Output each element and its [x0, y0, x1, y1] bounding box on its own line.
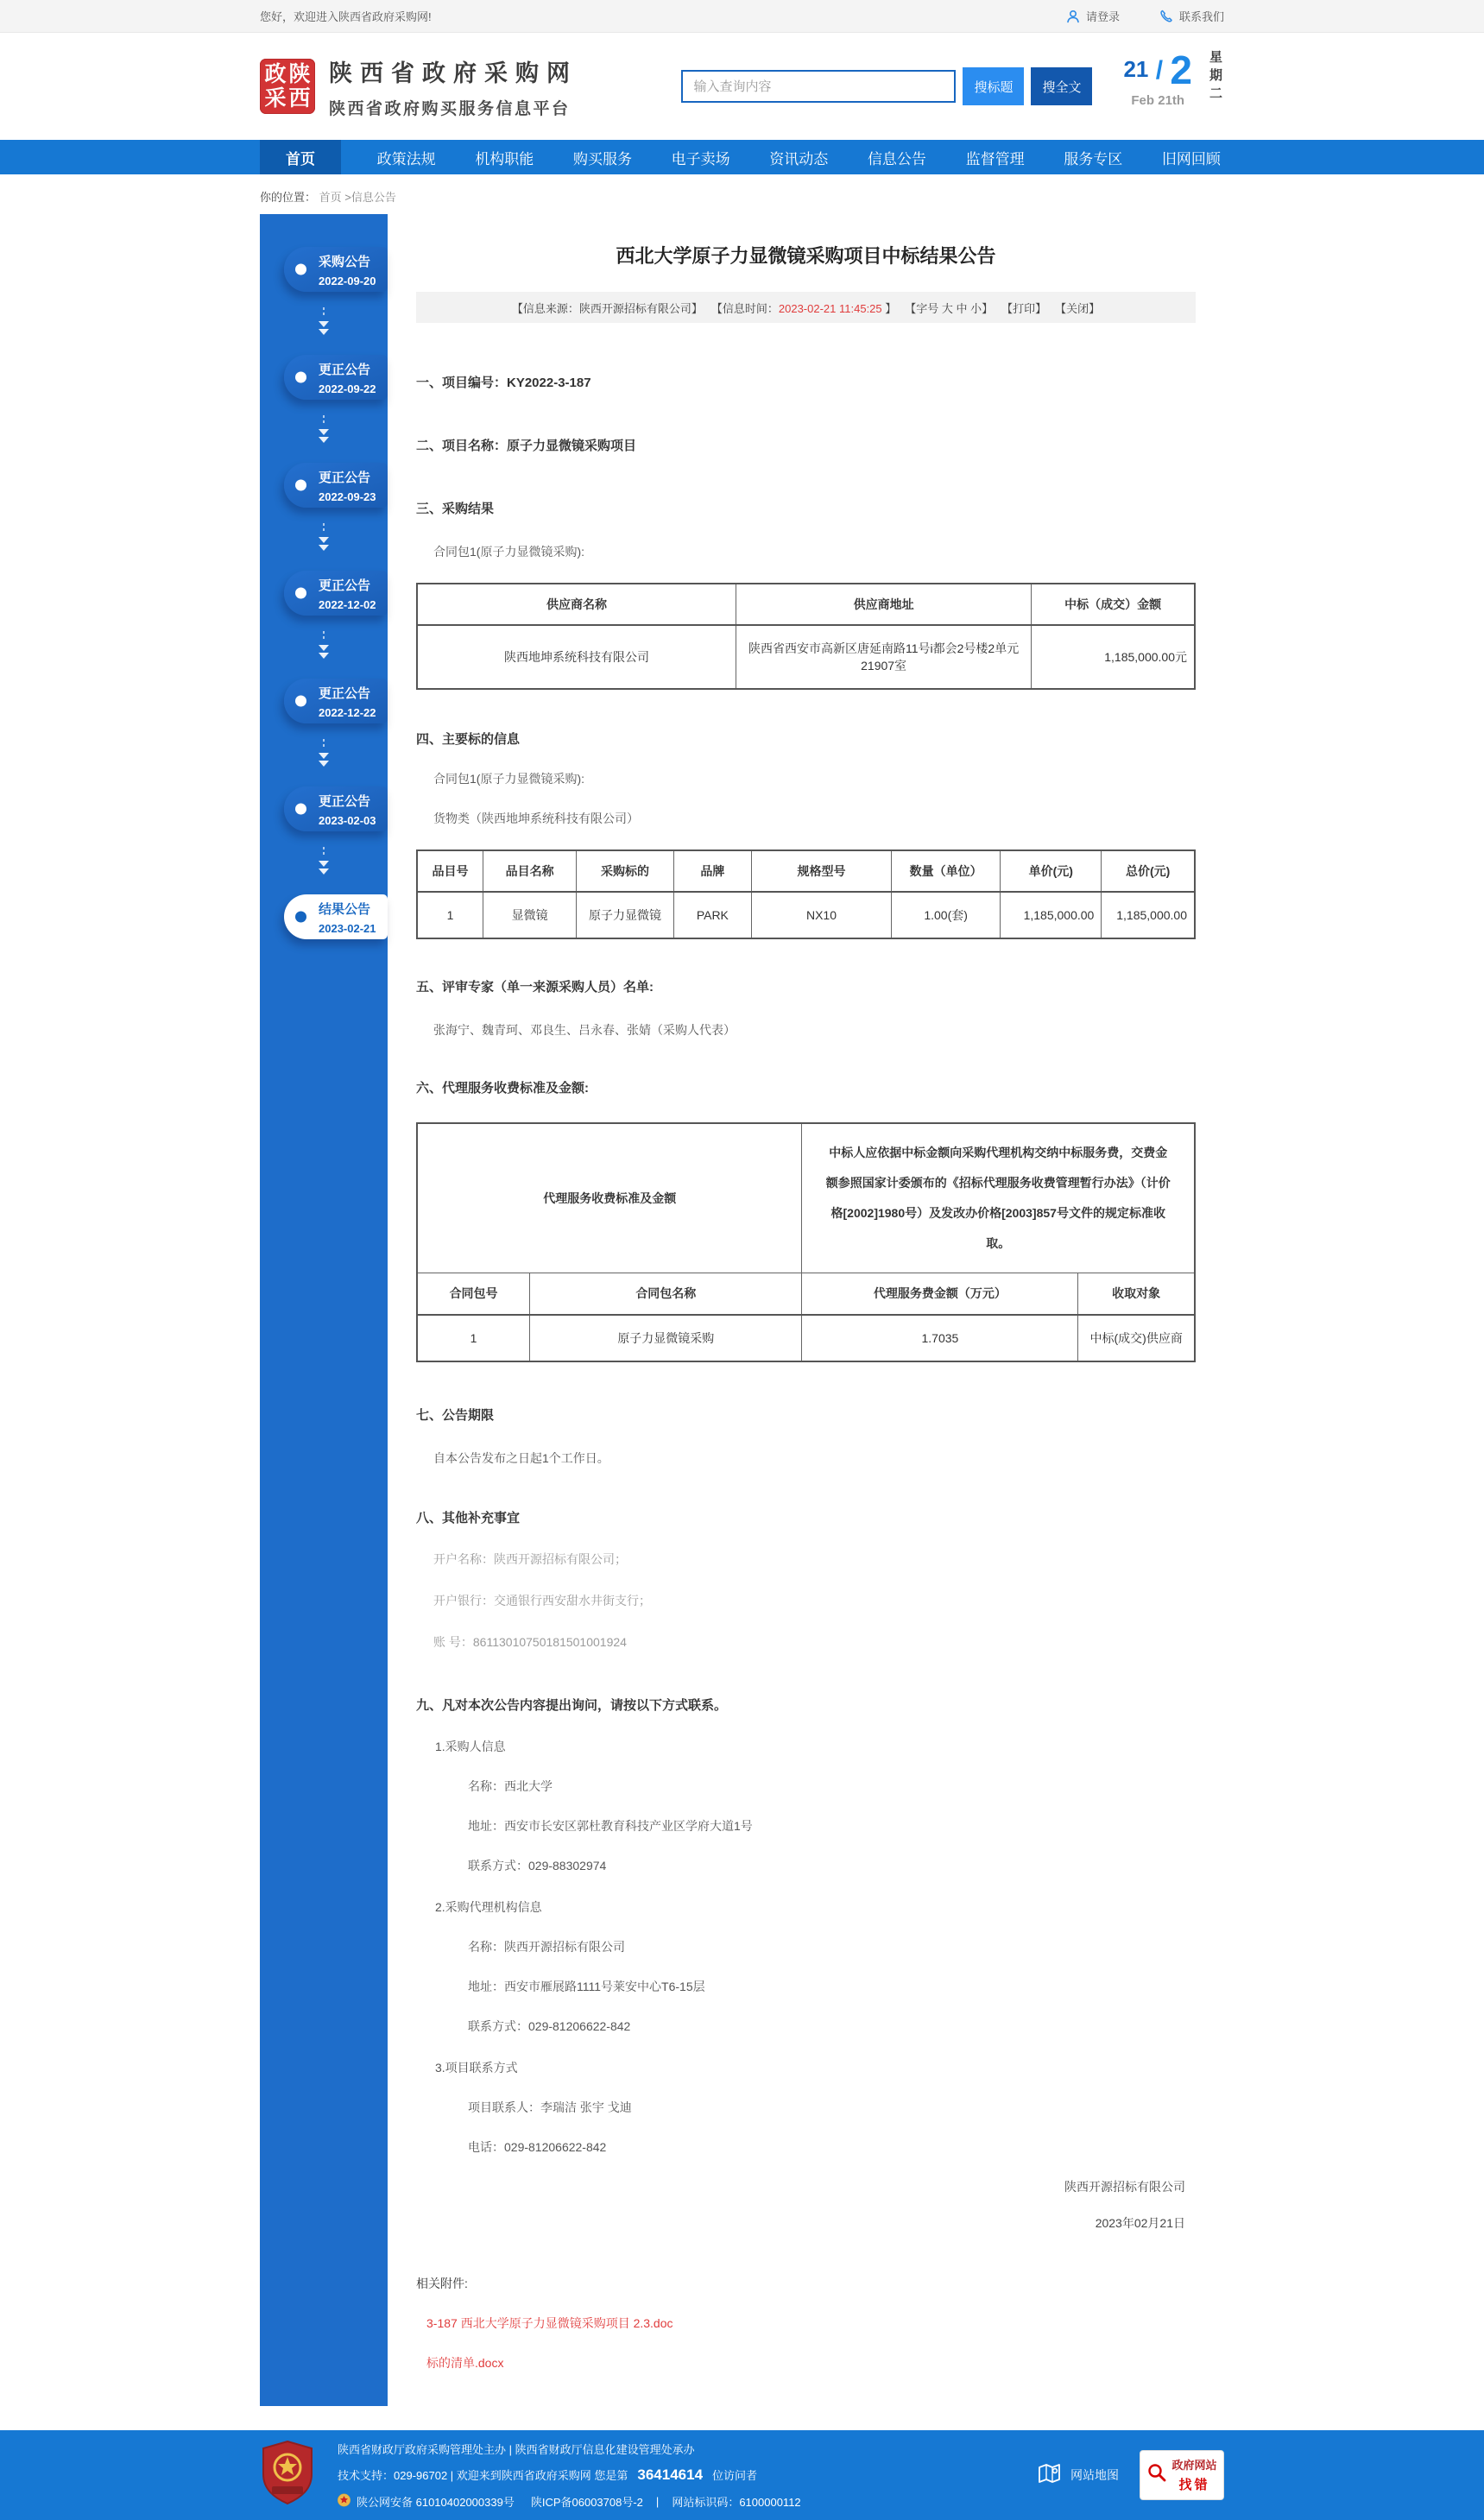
section-4-package: 合同包1(原子力显微镜采购):: [433, 772, 584, 786]
map-icon: [1036, 2460, 1062, 2489]
attachment-link-doc[interactable]: 3-187 西北大学原子力显微镜采购项目 2.3.doc: [426, 2315, 673, 2330]
award-amount-cell: 1,185,000.00元: [1032, 625, 1195, 689]
timeline-item-correction-1[interactable]: [284, 355, 388, 400]
phone-icon: [1159, 9, 1173, 23]
info-time-value: 2023-02-21 11:45:25: [778, 301, 882, 315]
magnifier-icon: [1146, 2462, 1167, 2487]
info-source: 【信息来源：陕西开源招标有限公司】: [511, 301, 703, 315]
column-header: 单价(元): [1001, 850, 1102, 892]
section-4-category: 货物类（陕西地坤系统科技有限公司）: [433, 812, 639, 825]
gongan-beian-link[interactable]: 陕公网安备 61010402000339号: [357, 2495, 515, 2509]
timeline-item-correction-2[interactable]: [284, 463, 388, 508]
sitemap-link[interactable]: [1036, 2460, 1119, 2489]
section-7-title: 七、公告期限: [416, 1407, 495, 1423]
login-link[interactable]: [1066, 8, 1120, 24]
timeline-item-name: 更正公告: [319, 470, 371, 485]
date-display: [1123, 47, 1224, 126]
timeline-dot: [295, 372, 306, 383]
article: [388, 214, 1224, 2406]
breadcrumb-current-link[interactable]: 信息公告: [350, 191, 396, 204]
timeline-dot: [295, 804, 306, 815]
column-header: 品目名称: [483, 850, 577, 892]
supplier-name-cell: 陕西地坤系统科技有限公司: [417, 625, 736, 689]
timeline-dot: [295, 264, 306, 275]
item-detail-table: [416, 849, 1196, 939]
breadcrumb: [260, 188, 1224, 205]
timeline-item-name: 采购公告: [319, 254, 371, 269]
section-4-title: 四、主要标的信息: [416, 732, 521, 747]
project-contact-heading: 3.项目联系方式: [435, 2060, 518, 2075]
arrow-down-icon: [318, 521, 330, 557]
breadcrumb-label: 你的位置：: [260, 191, 317, 204]
column-header: 合同包名称: [530, 1273, 802, 1315]
nav-item-purchase-services[interactable]: 购买服务: [572, 150, 632, 167]
agency-info-heading: 2.采购代理机构信息: [435, 1899, 542, 1914]
timeline-item-name: 更正公告: [319, 578, 371, 593]
timeline-item-date: 2023-02-03: [319, 813, 376, 827]
header: [0, 33, 1484, 140]
timeline-item-date: 2022-09-23: [319, 489, 376, 503]
section-8-title: 八、其他补充事宜: [416, 1510, 521, 1525]
timeline-item-correction-4[interactable]: [284, 679, 388, 723]
timeline-item-result-notice[interactable]: [284, 894, 388, 939]
procurement-target-cell: 原子力显微镜: [577, 892, 674, 938]
section-9-title: 九、凡对本次公告内容提出询问，请按以下方式联系。: [416, 1697, 728, 1713]
nav-item-supervision[interactable]: 监督管理: [965, 150, 1025, 167]
nav-item-home[interactable]: 首页: [260, 140, 341, 174]
badge-gov-site-label: 政府网站: [1171, 2459, 1217, 2472]
search-title-button[interactable]: 搜标题: [963, 67, 1024, 105]
logo-char: 陕: [288, 61, 311, 86]
timeline-item-name: 更正公告: [319, 685, 371, 701]
site-code: 网站标识码：6100000112: [672, 2495, 801, 2509]
column-header: 品目号: [417, 850, 483, 892]
attachments-label: 相关附件:: [416, 2276, 468, 2290]
visitor-count: 36414614: [637, 2466, 704, 2483]
agency-fee-table: [416, 1122, 1196, 1362]
column-header: 采购标的: [577, 850, 674, 892]
fee-standard-desc-cell: 中标人应依据中标金额向采购代理机构交纳中标服务费，交费金额参照国家计委颁布的《招标代理服务收费管理暂行办法》（计价格[2002]1980号）及发改办价格[2003]857号文件的规定标准收取。: [802, 1123, 1195, 1273]
purchaser-address: 地址：西安市长安区郭杜教育科技产业区学府大道1号: [468, 1818, 753, 1833]
timeline-item-date: 2022-12-22: [319, 705, 376, 719]
quantity-cell: 1.00(套): [892, 892, 1001, 938]
arrow-down-icon: [318, 845, 330, 881]
announcement-timeline-sidebar: [260, 214, 388, 2406]
topbar: [0, 0, 1484, 33]
search-input[interactable]: [681, 70, 956, 103]
nav-item-policies[interactable]: 政策法规: [376, 150, 436, 167]
welcome-text: 您好，欢迎进入陕西省政府采购网!: [260, 10, 432, 23]
column-header: 合同包号: [417, 1273, 530, 1315]
timeline-item-name: 更正公告: [319, 793, 371, 809]
arrow-down-icon: [318, 306, 330, 341]
nav-item-old-site[interactable]: 旧网回顾: [1161, 150, 1221, 167]
column-header: 数量（单位）: [892, 850, 1001, 892]
account-number-line: 账 号：86113010750181501001924: [433, 1634, 627, 1649]
nav-item-functions[interactable]: 机构职能: [475, 150, 534, 167]
total-price-cell: 1,185,000.00: [1102, 892, 1195, 938]
public-security-badge-icon: [338, 2493, 350, 2510]
website-error-report-badge[interactable]: [1140, 2450, 1224, 2500]
column-header: 规格型号: [751, 850, 891, 892]
timeline-item-date: 2023-02-21: [319, 921, 376, 935]
timeline-dot: [295, 696, 306, 707]
project-contact-names: 项目联系人：李瑞洁 张宇 戈迪: [468, 2100, 632, 2114]
unit-price-cell: 1,185,000.00: [1001, 892, 1102, 938]
close-button[interactable]: 【关闭】: [1055, 301, 1101, 315]
agency-address: 地址：西安市雁展路1111号莱安中心T6-15层: [468, 1979, 705, 1993]
timeline-dot: [295, 588, 306, 599]
date-english: Feb 21th: [1131, 93, 1185, 108]
item-name-cell: 显微镜: [483, 892, 577, 938]
item-no-cell: 1: [417, 892, 483, 938]
attachment-link-docx[interactable]: 标的清单.docx: [426, 2355, 504, 2370]
package-no-cell: 1: [417, 1315, 530, 1361]
fee-standard-label-cell: 代理服务收费标准及金额: [417, 1123, 802, 1273]
timeline-item-correction-3[interactable]: [284, 571, 388, 616]
timeline-dot: [295, 480, 306, 491]
arrow-down-icon: [318, 629, 330, 665]
column-header: 代理服务费金额（万元）: [802, 1273, 1078, 1315]
timeline-dot: [295, 912, 306, 923]
agency-phone: 联系方式：029-81206622-842: [468, 2018, 631, 2033]
weekday-label: 星期二: [1208, 50, 1222, 104]
timeline-item-date: 2022-09-22: [319, 382, 376, 395]
announcement-period: 自本公告发布之日起1个工作日。: [433, 1450, 609, 1465]
supplier-address-cell: 陕西省西安市高新区唐延南路11号i都会2号楼2单元21907室: [736, 625, 1031, 689]
site-logo-seal: [260, 59, 315, 114]
account-name-line: 开户名称：陕西开源招标有限公司；: [433, 1551, 627, 1566]
date-month: 2: [1170, 47, 1192, 92]
section-1-project-number: 一、项目编号：KY2022-3-187: [416, 376, 591, 390]
font-size-control[interactable]: 【字号 大 中 小】: [905, 301, 994, 315]
footer: [0, 2430, 1484, 2520]
project-contact-phone: 电话：029-81206622-842: [468, 2139, 607, 2154]
timeline-item-date: 2022-09-20: [319, 274, 376, 287]
purchaser-phone: 联系方式：029-88302974: [468, 1858, 607, 1873]
arrow-down-icon: [318, 414, 330, 449]
signature-date: 2023年02月21日: [1095, 2215, 1185, 2230]
timeline-item-name: 更正公告: [319, 362, 371, 377]
main-nav: [0, 140, 1484, 174]
login-label: 请登录: [1085, 10, 1120, 23]
footer-beian-line: 陕公网安备 61010402000339号 陕ICP备06003708号-2 | 网站标识码：6100000112: [338, 2493, 801, 2510]
supplier-result-table: [416, 583, 1196, 690]
page-title: 西北大学原子力显微镜采购项目中标结果公告: [616, 245, 996, 267]
column-header: 供应商名称: [417, 584, 736, 625]
timeline-item-procurement-notice[interactable]: [284, 247, 388, 292]
site-subtitle: 陕西省政府购买服务信息平台: [329, 99, 571, 118]
signature-company: 陕西开源招标有限公司: [1064, 2179, 1185, 2194]
nav-item-announcements[interactable]: 信息公告: [867, 150, 926, 167]
timeline-item-correction-5[interactable]: [284, 786, 388, 831]
column-header: 总价(元): [1102, 850, 1195, 892]
purchaser-name: 名称：西北大学: [468, 1778, 553, 1793]
article-meta-bar: [416, 292, 1196, 323]
nav-item-service-zone[interactable]: 服务专区: [1064, 150, 1123, 167]
info-time: 【信息时间：2023-02-21 11:45:25 】: [710, 301, 897, 315]
logo-char: 西: [288, 85, 311, 111]
site-title: 陕西省政府采购网: [329, 60, 578, 86]
date-slash: /: [1148, 56, 1171, 85]
logo-char: 政: [264, 61, 287, 86]
print-button[interactable]: 【打印】: [1001, 301, 1047, 315]
government-emblem: [260, 2440, 315, 2510]
sitemap-label: 网站地图: [1070, 2467, 1119, 2482]
logo-char: 采: [264, 85, 287, 111]
contact-label: 联系我们: [1178, 10, 1224, 23]
bank-line: 开户银行：交通银行西安甜水井街支行；: [433, 1593, 651, 1607]
section-5-title: 五、评审专家（单一来源采购人员）名单:: [416, 980, 654, 995]
expert-list: 张海宁、魏青珂、邓良生、吕永春、张婧（采购人代表）: [433, 1023, 736, 1037]
agency-fee-cell: 1.7035: [802, 1315, 1078, 1361]
section-2-project-name: 二、项目名称：原子力显微镜采购项目: [416, 439, 637, 453]
breadcrumb-separator: >: [341, 191, 351, 204]
package-name-cell: 原子力显微镜采购: [530, 1315, 802, 1361]
icp-beian-link[interactable]: 陕ICP备06003708号-2: [530, 2495, 643, 2509]
brand-cell: PARK: [673, 892, 751, 938]
section-3-package: 合同包1(原子力显微镜采购):: [433, 545, 584, 559]
section-3-title: 三、采购结果: [416, 502, 495, 516]
date-day: 21: [1123, 56, 1149, 82]
column-header: 供应商地址: [736, 584, 1031, 625]
nav-item-e-market[interactable]: 电子卖场: [671, 150, 730, 167]
model-cell: NX10: [751, 892, 891, 938]
badge-find-error-label: 找错: [1178, 2478, 1210, 2492]
breadcrumb-home-link[interactable]: 首页: [319, 191, 342, 204]
timeline-item-date: 2022-12-02: [319, 597, 376, 611]
column-header: 中标（成交）金额: [1032, 584, 1195, 625]
column-header: 收取对象: [1078, 1273, 1195, 1315]
user-icon: [1066, 9, 1080, 23]
purchaser-info-heading: 1.采购人信息: [435, 1739, 506, 1753]
column-header: 品牌: [673, 850, 751, 892]
nav-item-news[interactable]: 资讯动态: [769, 150, 829, 167]
contact-link[interactable]: [1159, 8, 1224, 24]
footer-organizer-line: 陕西省财政厅政府采购管理处主办 | 陕西省财政厅信息化建设管理处承办: [338, 2442, 695, 2456]
footer-support-line: 技术支持：029-96702 | 欢迎来到陕西省政府采购网 您是第 36414614 位访问者: [338, 2466, 758, 2483]
timeline-item-name: 结果公告: [319, 901, 371, 917]
agency-name: 名称：陕西开源招标有限公司: [468, 1939, 625, 1954]
arrow-down-icon: [318, 737, 330, 773]
fee-payer-cell: 中标(成交)供应商: [1078, 1315, 1195, 1361]
search-fulltext-button[interactable]: 搜全文: [1031, 67, 1092, 105]
section-6-title: 六、代理服务收费标准及金额:: [416, 1081, 589, 1096]
